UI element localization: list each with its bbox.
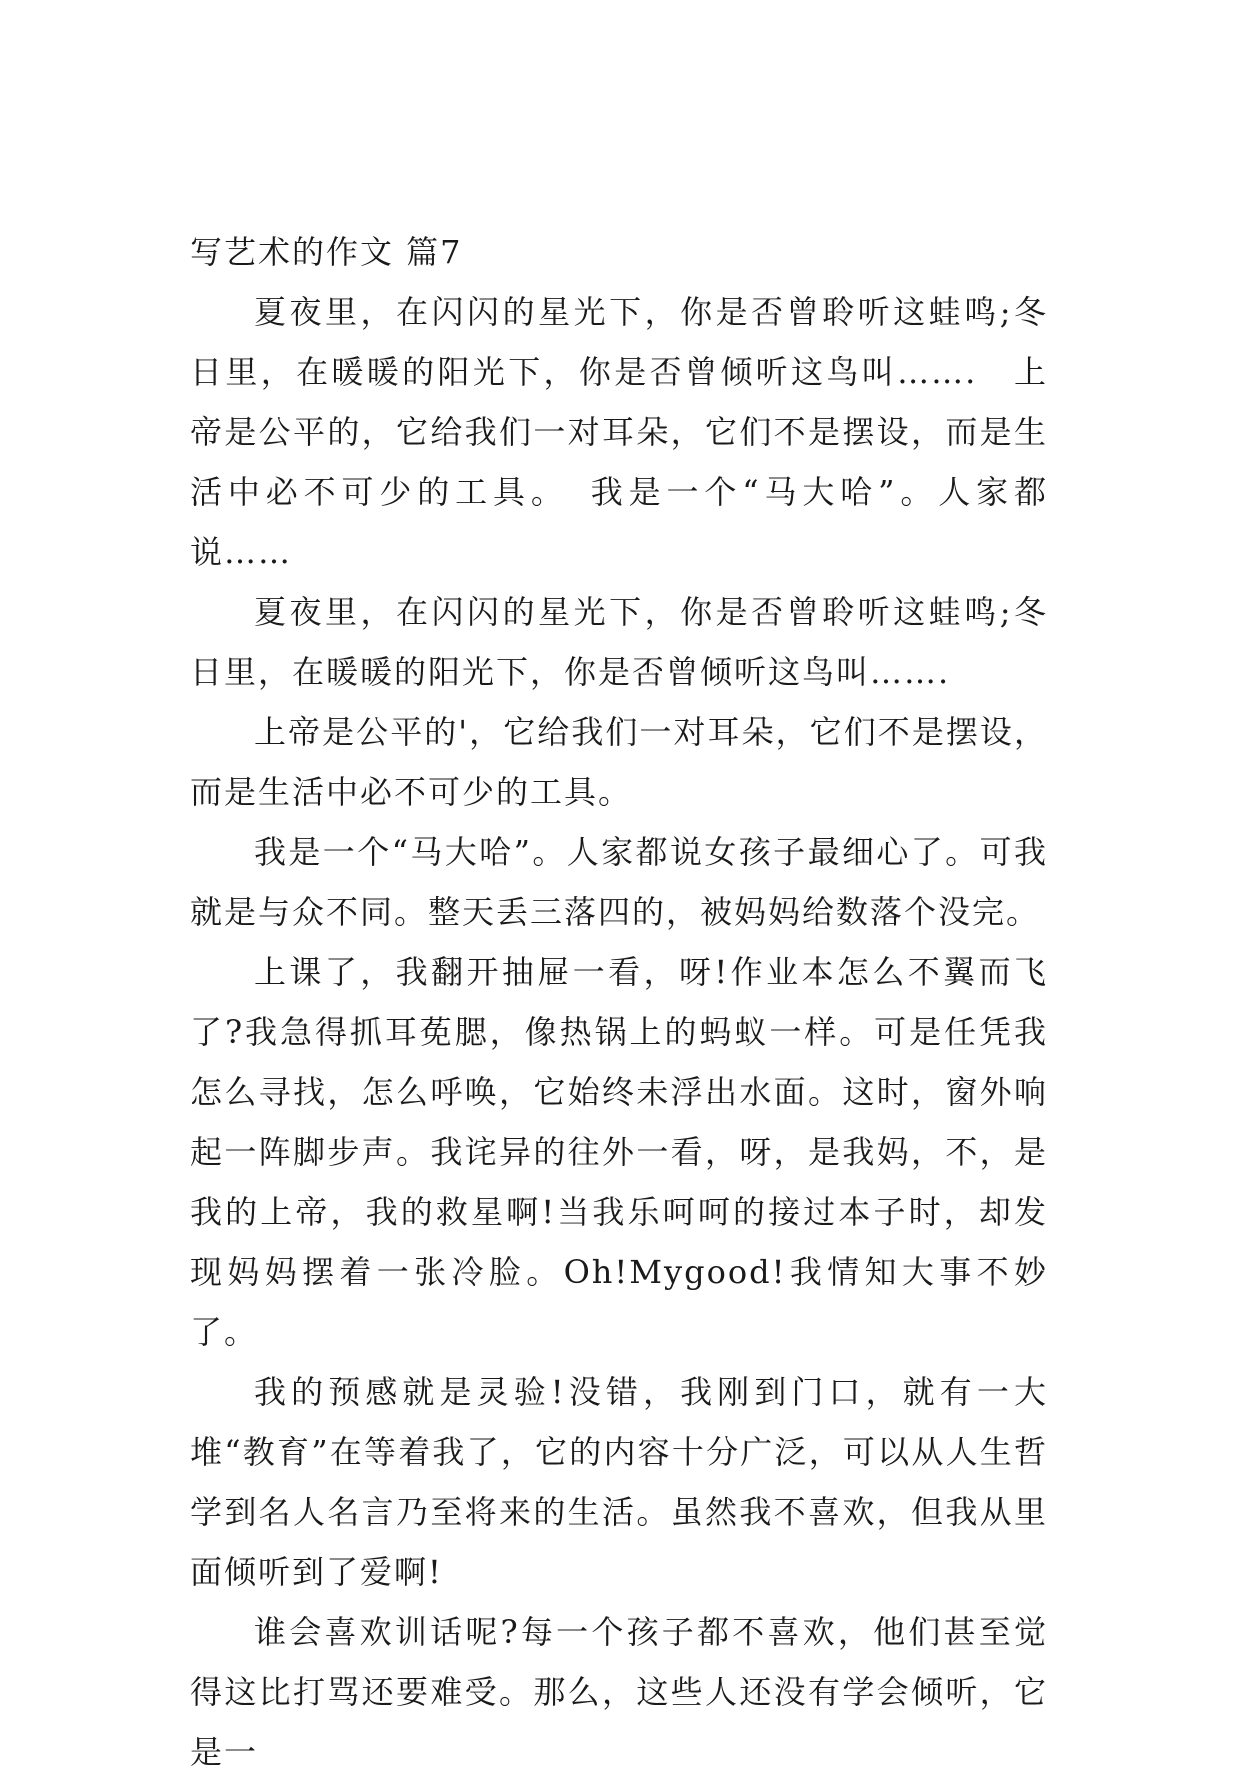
document-title: 写艺术的作文 篇7 (190, 233, 463, 271)
paragraph: 夏夜里，在闪闪的星光下，你是否曾聆听这蛙鸣;冬日里，在暖暖的阳光下，你是否曾倾听这鸟叫……. 上帝是公平的，它给我们一对耳朵，它们不是摆设，而是生活中必不可少的工具。 我是一个“马大哈”。人家都说…… (190, 293, 1048, 571)
document-body (190, 222, 1048, 1782)
paragraph: 我是一个“马大哈”。人家都说女孩子最细心了。可我就是与众不同。整天丢三落四的，被妈妈给数落个没完。 (190, 833, 1048, 931)
paragraph: 夏夜里，在闪闪的星光下，你是否曾聆听这蛙鸣;冬日里，在暖暖的阳光下，你是否曾倾听这鸟叫……. (190, 593, 1048, 691)
paragraph: 我的预感就是灵验!没错，我刚到门口，就有一大堆“教育”在等着我了，它的内容十分广泛，可以从人生哲学到名人名言乃至将来的生活。虽然我不喜欢，但我从里面倾听到了爱啊! (190, 1373, 1048, 1591)
paragraph: 上帝是公平的'，它给我们一对耳朵，它们不是摆设，而是生活中必不可少的工具。 (190, 713, 1048, 811)
paragraph: 上课了，我翻开抽屉一看，呀!作业本怎么不翼而飞了?我急得抓耳莬腮，像热锅上的蚂蚁一样。可是任凭我怎么寻找，怎么呼唤，它始终未浮出水面。这时，窗外响起一阵脚步声。我诧异的往外一看，呀，是我妈，不，是我的上帝，我的救星啊!当我乐呵呵的接过本子时，却发现妈妈摆着一张冷脸。Oh!Mygood!我情知大事不妙了。 (190, 953, 1048, 1351)
paragraph: 谁会喜欢训话呢?每一个孩子都不喜欢，他们甚至觉得这比打骂还要难受。那么，这些人还没有学会倾听，它是一 (190, 1613, 1048, 1771)
